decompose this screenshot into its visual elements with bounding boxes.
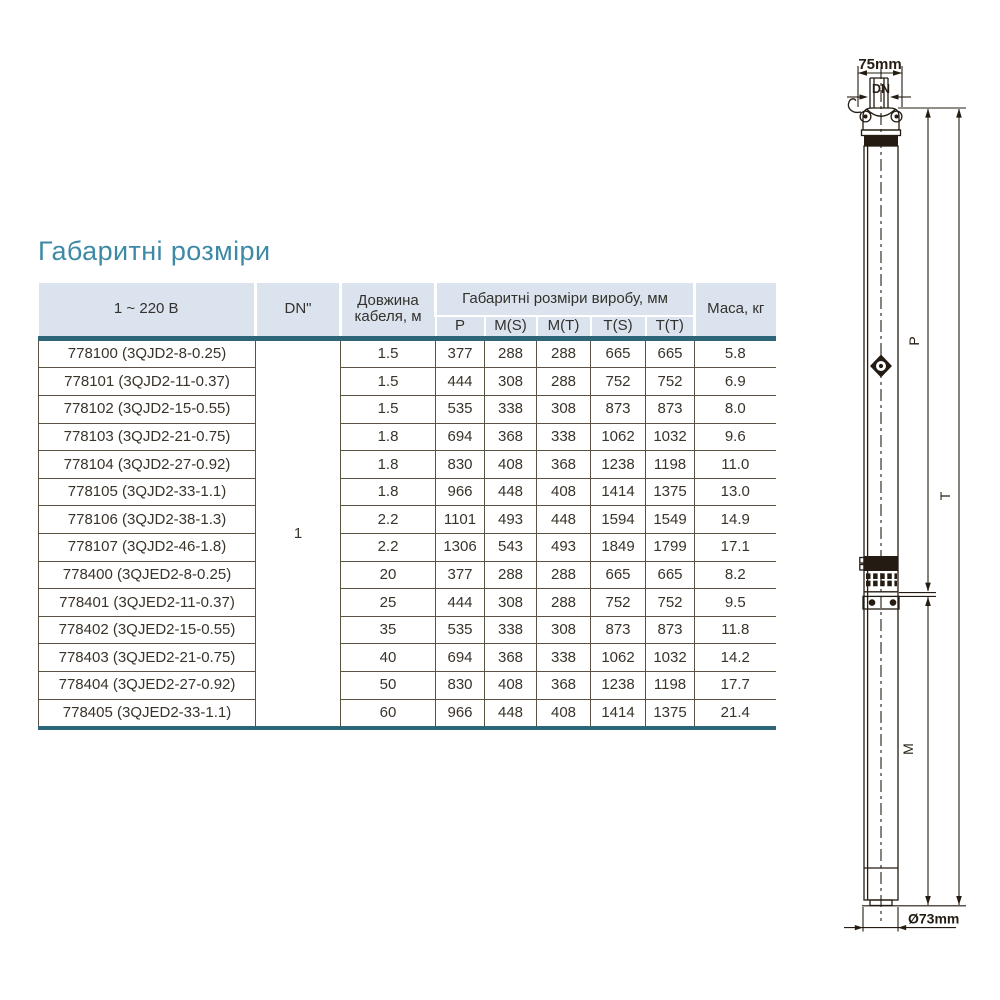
- cell-tt: 1198: [646, 671, 695, 699]
- cell-ts: 873: [591, 616, 646, 644]
- cell-cable-length: 1.5: [341, 338, 436, 368]
- cell-mt: 408: [537, 699, 591, 728]
- cell-cable-length: 1.8: [341, 451, 436, 479]
- cell-mass: 8.2: [695, 561, 776, 589]
- cell-ts: 752: [591, 589, 646, 617]
- cell-ts: 1414: [591, 478, 646, 506]
- header-dim-ms: M(S): [485, 316, 537, 338]
- cell-model: 778401 (3QJED2-11-0.37): [39, 589, 256, 617]
- cell-cable-length: 1.5: [341, 395, 436, 423]
- cell-model: 778105 (3QJD2-33-1.1): [39, 478, 256, 506]
- spec-row: [39, 699, 776, 728]
- cell-mt: 493: [537, 533, 591, 561]
- cell-mt: 368: [537, 671, 591, 699]
- spec-row: [39, 451, 776, 479]
- spec-row: [39, 561, 776, 589]
- cell-p: 1101: [436, 506, 485, 534]
- cell-ts: 1849: [591, 533, 646, 561]
- cell-cable-length: 40: [341, 644, 436, 672]
- cell-mass: 9.6: [695, 423, 776, 451]
- cell-p: 966: [436, 699, 485, 728]
- spec-row: [39, 368, 776, 396]
- spec-row: [39, 589, 776, 617]
- brand-diamond-logo: [870, 355, 892, 378]
- cell-model: 778400 (3QJED2-8-0.25): [39, 561, 256, 589]
- suction-screen: [860, 556, 898, 583]
- header-dimensions-group: Габаритні розміри виробу, мм: [436, 283, 695, 316]
- cell-mass: 14.9: [695, 506, 776, 534]
- cell-ts: 665: [591, 561, 646, 589]
- cell-cable-length: 20: [341, 561, 436, 589]
- spec-row: [39, 338, 776, 368]
- cell-mass: 5.8: [695, 338, 776, 368]
- cell-cable-length: 25: [341, 589, 436, 617]
- dim-label-t: T: [937, 491, 953, 501]
- cell-cable-length: 50: [341, 671, 436, 699]
- cell-ts: 665: [591, 338, 646, 368]
- cell-ms: 448: [485, 478, 537, 506]
- cell-ms: 448: [485, 699, 537, 728]
- spec-row: [39, 478, 776, 506]
- cell-model: 778106 (3QJD2-38-1.3): [39, 506, 256, 534]
- cell-tt: 1375: [646, 699, 695, 728]
- cell-ms: 493: [485, 506, 537, 534]
- cell-model: 778103 (3QJD2-21-0.75): [39, 423, 256, 451]
- cell-mt: 308: [537, 395, 591, 423]
- cell-model: 778104 (3QJD2-27-0.92): [39, 451, 256, 479]
- cell-ts: 1238: [591, 671, 646, 699]
- cell-ts: 1594: [591, 506, 646, 534]
- spec-table: [38, 283, 776, 730]
- cell-p: 377: [436, 338, 485, 368]
- cell-cable-length: 2.2: [341, 533, 436, 561]
- cell-ms: 288: [485, 338, 537, 368]
- spec-row: [39, 423, 776, 451]
- cell-model: 778107 (3QJD2-46-1.8): [39, 533, 256, 561]
- cell-model: 778100 (3QJD2-8-0.25): [39, 338, 256, 368]
- cell-p: 694: [436, 644, 485, 672]
- cell-mt: 288: [537, 561, 591, 589]
- cell-mt: 338: [537, 644, 591, 672]
- cell-tt: 873: [646, 616, 695, 644]
- cell-tt: 1549: [646, 506, 695, 534]
- cell-mt: 368: [537, 451, 591, 479]
- dimension-t: [937, 109, 962, 905]
- cell-tt: 1032: [646, 644, 695, 672]
- dimension-diameter-73mm: [844, 907, 959, 932]
- cell-ms: 308: [485, 368, 537, 396]
- reference-lines: [862, 108, 966, 906]
- cell-cable-length: 1.5: [341, 368, 436, 396]
- cell-dn-merged: 1: [256, 338, 341, 728]
- header-dim-p: P: [436, 316, 485, 338]
- cell-p: 444: [436, 589, 485, 617]
- pump-drawing-svg: [836, 45, 968, 945]
- dim-label-75mm: 75mm: [858, 56, 902, 73]
- cell-mt: 288: [537, 338, 591, 368]
- cell-mass: 21.4: [695, 699, 776, 728]
- page-title: Габаритні розміри: [38, 236, 271, 266]
- header-dim-ts: T(S): [591, 316, 646, 338]
- spec-row: [39, 533, 776, 561]
- cell-mass: 14.2: [695, 644, 776, 672]
- cell-mt: 448: [537, 506, 591, 534]
- cell-p: 830: [436, 671, 485, 699]
- cell-model: 778402 (3QJED2-15-0.55): [39, 616, 256, 644]
- dimension-p: [906, 109, 931, 592]
- cell-p: 535: [436, 395, 485, 423]
- cell-model: 778101 (3QJD2-11-0.37): [39, 368, 256, 396]
- cell-mass: 8.0: [695, 395, 776, 423]
- cell-ms: 543: [485, 533, 537, 561]
- header-dim-tt: T(T): [646, 316, 695, 338]
- header-dim-mt: M(T): [537, 316, 591, 338]
- cell-ms: 338: [485, 616, 537, 644]
- lifting-hook: [848, 99, 861, 113]
- cell-mass: 9.5: [695, 589, 776, 617]
- cell-tt: 873: [646, 395, 695, 423]
- cell-mt: 408: [537, 478, 591, 506]
- cell-ts: 1238: [591, 451, 646, 479]
- cell-ms: 308: [485, 589, 537, 617]
- cell-tt: 1198: [646, 451, 695, 479]
- cell-cable-length: 1.8: [341, 478, 436, 506]
- spec-table-header: [39, 283, 776, 338]
- spec-row: [39, 506, 776, 534]
- cell-ms: 368: [485, 423, 537, 451]
- cell-tt: 665: [646, 338, 695, 368]
- cell-mt: 308: [537, 616, 591, 644]
- cell-mass: 17.7: [695, 671, 776, 699]
- cell-ts: 873: [591, 395, 646, 423]
- cell-ms: 408: [485, 451, 537, 479]
- cell-tt: 1799: [646, 533, 695, 561]
- cell-model: 778404 (3QJED2-27-0.92): [39, 671, 256, 699]
- cell-ts: 1062: [591, 423, 646, 451]
- cell-p: 830: [436, 451, 485, 479]
- dim-label-m: M: [900, 743, 916, 755]
- cell-mt: 288: [537, 368, 591, 396]
- cell-mass: 11.0: [695, 451, 776, 479]
- pump-technical-drawing: [836, 45, 968, 945]
- header-voltage: 1 ~ 220 В: [39, 283, 256, 338]
- dim-label-p: P: [906, 336, 922, 346]
- cell-mt: 338: [537, 423, 591, 451]
- cell-model: 778102 (3QJD2-15-0.55): [39, 395, 256, 423]
- cell-p: 1306: [436, 533, 485, 561]
- cell-mass: 13.0: [695, 478, 776, 506]
- cell-cable-length: 35: [341, 616, 436, 644]
- cell-ts: 1062: [591, 644, 646, 672]
- cell-ms: 408: [485, 671, 537, 699]
- cell-p: 444: [436, 368, 485, 396]
- cell-p: 966: [436, 478, 485, 506]
- cell-mass: 11.8: [695, 616, 776, 644]
- cell-p: 377: [436, 561, 485, 589]
- header-mass: Маса, кг: [695, 283, 776, 338]
- cell-model: 778405 (3QJED2-33-1.1): [39, 699, 256, 728]
- spec-table-body: [39, 338, 776, 728]
- header-dn: DN": [256, 283, 341, 338]
- cell-cable-length: 1.8: [341, 423, 436, 451]
- cell-cable-length: 2.2: [341, 506, 436, 534]
- cell-ts: 752: [591, 368, 646, 396]
- cell-tt: 752: [646, 589, 695, 617]
- spec-row: [39, 644, 776, 672]
- cell-ms: 368: [485, 644, 537, 672]
- cell-tt: 1375: [646, 478, 695, 506]
- cell-ts: 1414: [591, 699, 646, 728]
- cell-tt: 1032: [646, 423, 695, 451]
- cell-mass: 17.1: [695, 533, 776, 561]
- header-cable-length: Довжина кабеля, м: [341, 283, 436, 338]
- cell-model: 778403 (3QJED2-21-0.75): [39, 644, 256, 672]
- cell-cable-length: 60: [341, 699, 436, 728]
- cell-p: 694: [436, 423, 485, 451]
- cell-mass: 6.9: [695, 368, 776, 396]
- spec-row: [39, 671, 776, 699]
- cell-mt: 288: [537, 589, 591, 617]
- dim-label-diameter: Ø73mm: [908, 910, 960, 927]
- spec-row: [39, 616, 776, 644]
- cell-tt: 665: [646, 561, 695, 589]
- cell-p: 535: [436, 616, 485, 644]
- dim-label-dn: DN: [871, 82, 891, 96]
- spec-row: [39, 395, 776, 423]
- cell-ms: 338: [485, 395, 537, 423]
- cell-ms: 288: [485, 561, 537, 589]
- dimension-m: [900, 597, 931, 905]
- cell-tt: 752: [646, 368, 695, 396]
